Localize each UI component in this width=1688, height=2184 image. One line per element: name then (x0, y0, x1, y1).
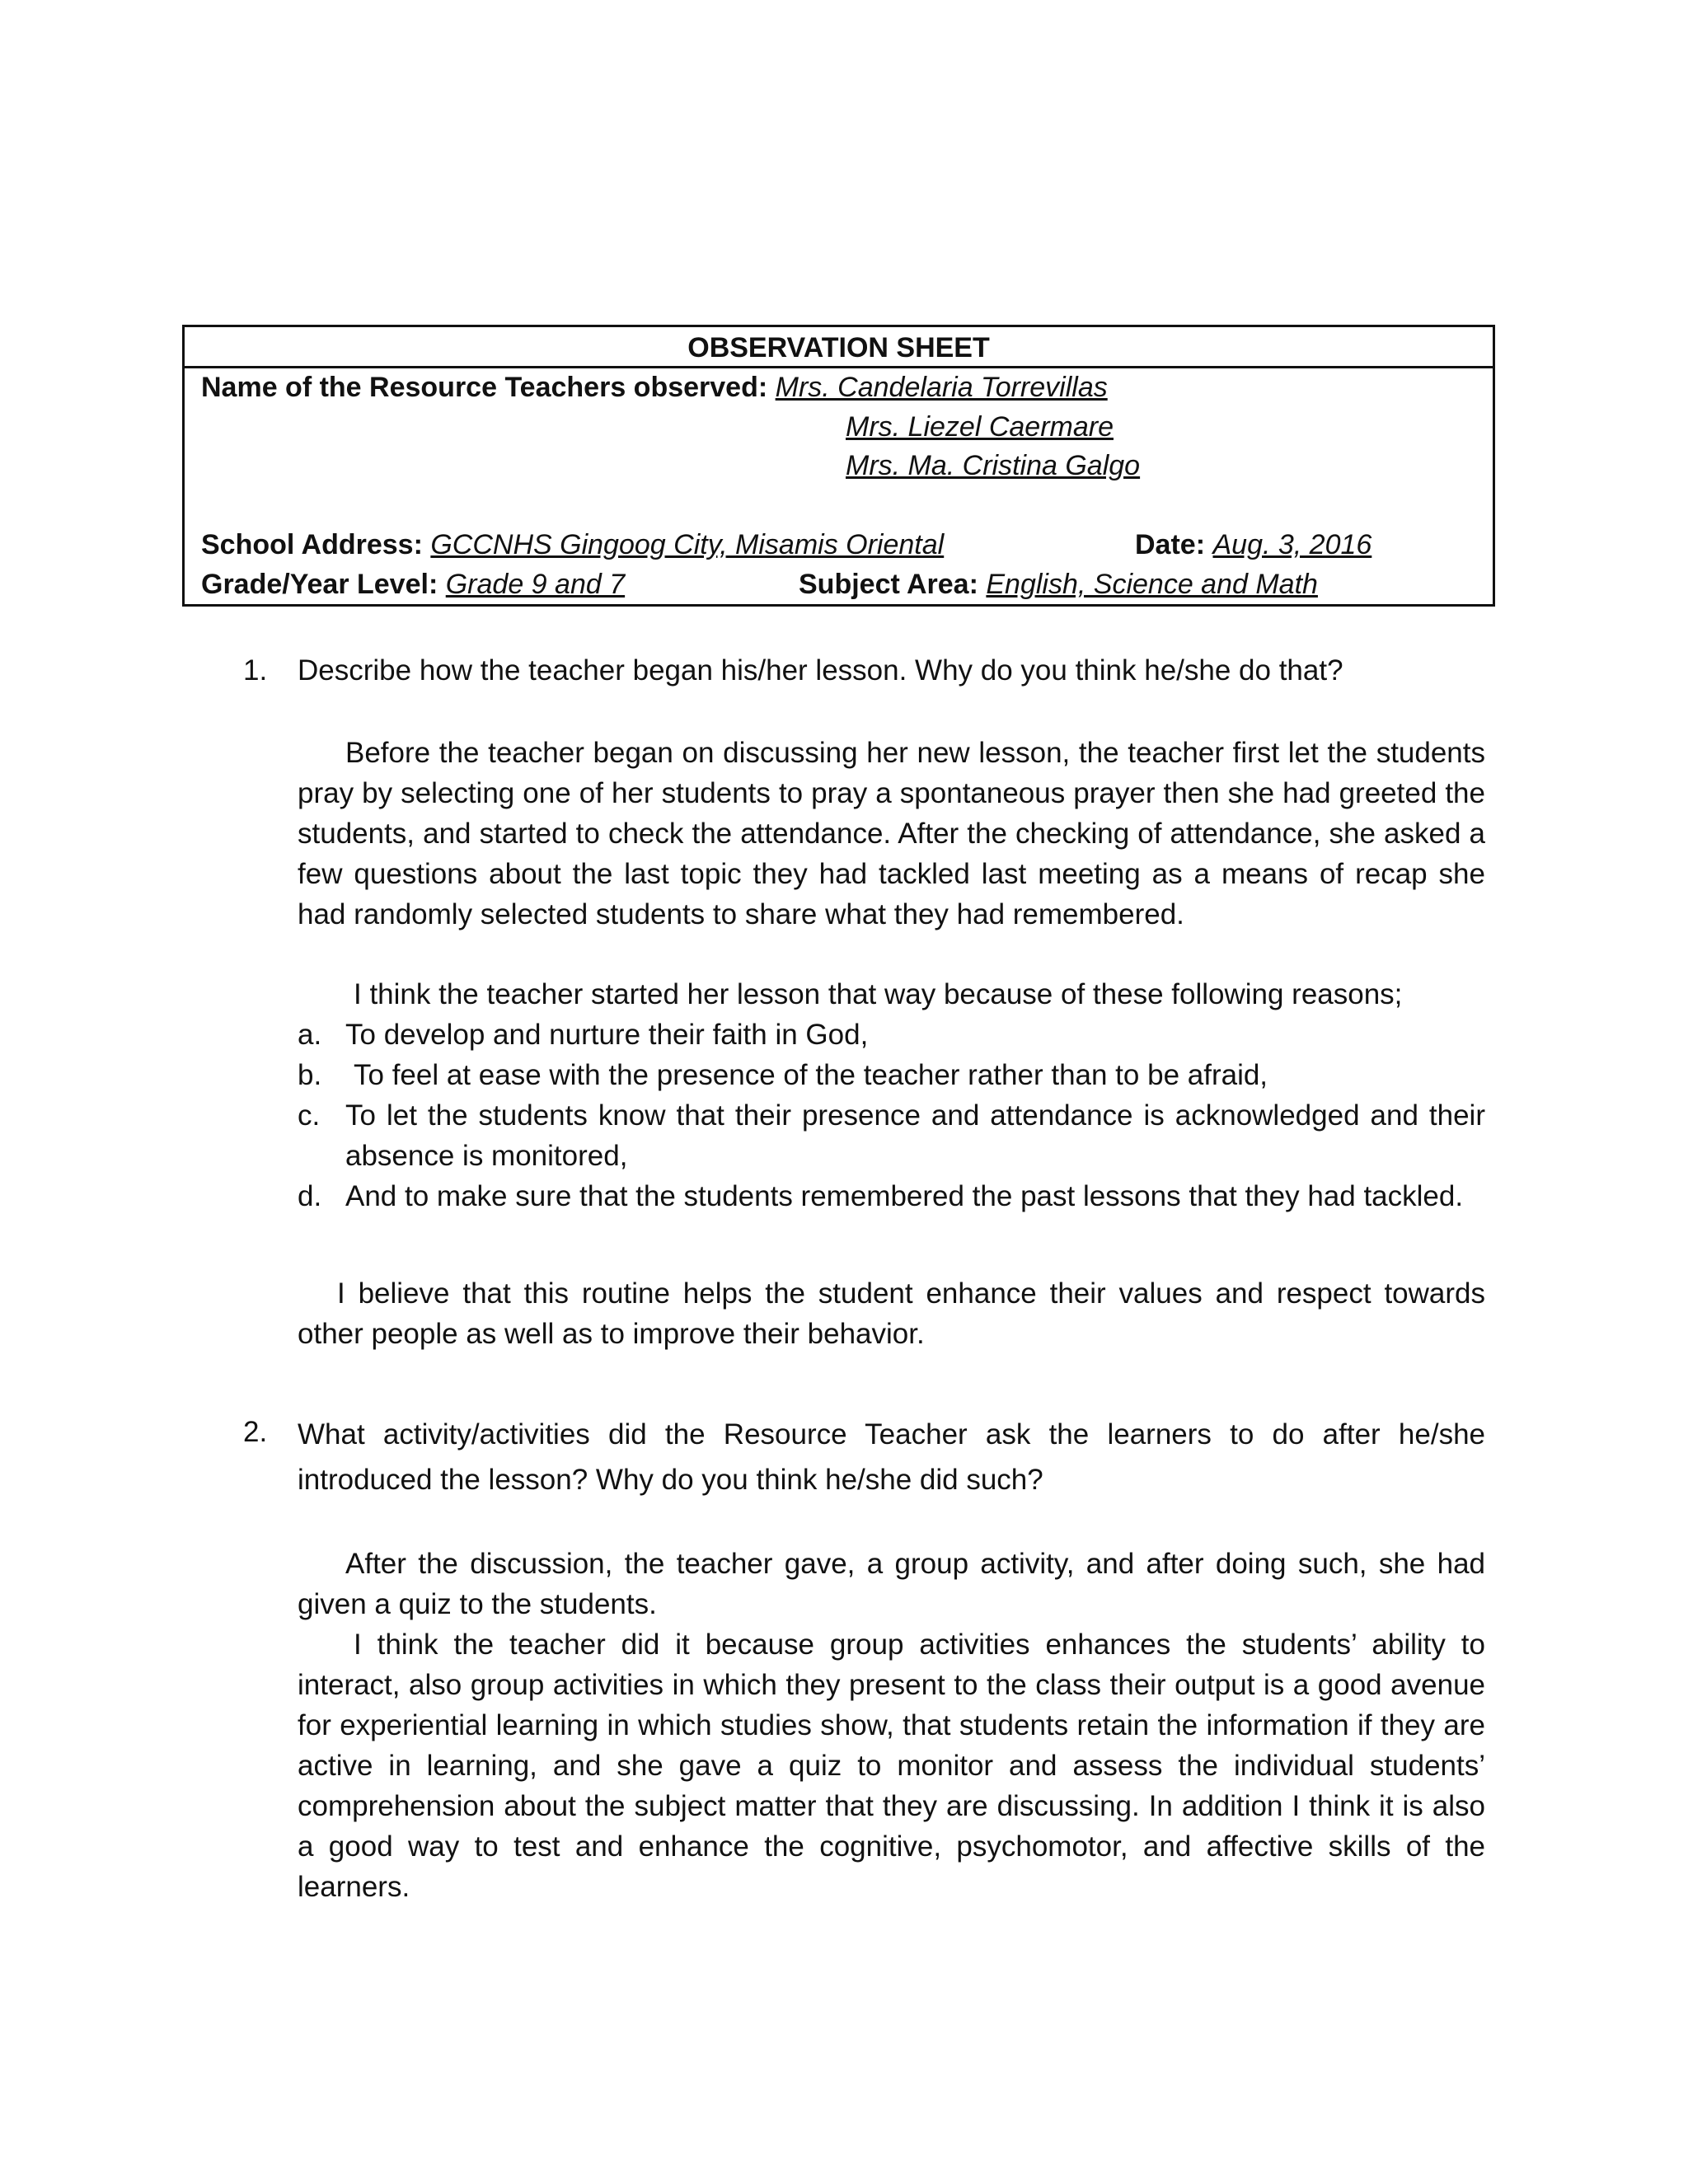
teacher-name-1: Mrs. Candelaria Torrevillas (775, 372, 1108, 403)
question-2-text: What activity/activities did the Resource Teacher ask the learners to do after he/she introduced the lesson? Why do you think he/she did such? (298, 1418, 1485, 1496)
q2-paragraph-1: After the discussion, the teacher gave, a group activity, and after doing such, she had given a quiz to the students. (298, 1548, 1485, 1620)
question-1-text: Describe how the teacher began his/her lesson. Why do you think he/she do that? (298, 654, 1343, 687)
date-row (1135, 527, 1372, 563)
q1-paragraph-2: I think the teacher started her lesson that way because of these following reasons; (354, 978, 1403, 1010)
grade-row (201, 566, 625, 602)
teacher-name-2-row (846, 409, 1114, 445)
teachers-row (201, 369, 1108, 405)
date-label: Date: (1135, 529, 1206, 560)
teachers-label: Name of the Resource Teachers observed: (201, 372, 768, 403)
subject-value: English, Science and Math (986, 569, 1318, 600)
observation-sheet-header (182, 325, 1495, 607)
reason-a-text: To develop and nurture their faith in God, (345, 1019, 869, 1051)
q1-paragraph-1: Before the teacher began on discussing her new lesson, the teacher first let the students pray by selecting one of her students to pray a spontaneous prayer then she had greeted the students, and started to check the attendance. After the checking of attendance, she asked a few questions about the last topic they had tackled last meeting as a means of recap she had randomly selected students to share what they had remembered. (298, 737, 1485, 930)
reason-b-letter: b. (298, 1059, 322, 1091)
subject-row (799, 566, 1318, 602)
question-1 (243, 650, 1485, 691)
grade-label: Grade/Year Level: (201, 569, 438, 600)
reason-d-text: And to make sure that the students remembered the past lessons that they had tackled. (345, 1180, 1464, 1212)
teacher-name-3-row (846, 448, 1140, 484)
reason-d-letter: d. (298, 1180, 322, 1212)
teacher-name-3: Mrs. Ma. Cristina Galgo (846, 450, 1141, 481)
question-2 (243, 1412, 1485, 1502)
reason-b-text: To feel at ease with the presence of the teacher rather than to be afraid, (354, 1059, 1268, 1091)
reason-c-letter: c. (298, 1099, 321, 1132)
question-1-number: 1. (243, 654, 268, 687)
reason-a-letter: a. (298, 1019, 322, 1051)
school-row (201, 527, 944, 563)
sheet-title: OBSERVATION SHEET (185, 327, 1493, 368)
q2-paragraph-2: I think the teacher did it because group activities enhances the students’ ability to interact, also group activities in which they present to the class their output is a good avenue for experiential learning in which studies show, that students retain the information if they are active in learning, and she gave a quiz to monitor and assess the individual students’ comprehension about the subject matter that they are discussing. In addition I think it is also a good way to test and enhance the cognitive, psychomotor, and affective skills of the learners. (298, 1629, 1485, 1903)
q1-paragraph-3: I believe that this routine helps the student enhance their values and respect towards other people as well as to improve their behavior. (298, 1277, 1485, 1350)
teacher-name-2: Mrs. Liezel Caermare (846, 411, 1114, 443)
subject-label: Subject Area: (799, 569, 978, 600)
grade-value: Grade 9 and 7 (445, 569, 626, 600)
date-value: Aug. 3, 2016 (1212, 529, 1372, 560)
school-label: School Address: (201, 529, 423, 560)
reason-c-text: To let the students know that their presence and attendance is acknowledged and their absence is monitored, (345, 1099, 1485, 1172)
question-2-number: 2. (243, 1416, 268, 1448)
school-value: GCCNHS Gingoog City, Misamis Oriental (430, 529, 945, 560)
